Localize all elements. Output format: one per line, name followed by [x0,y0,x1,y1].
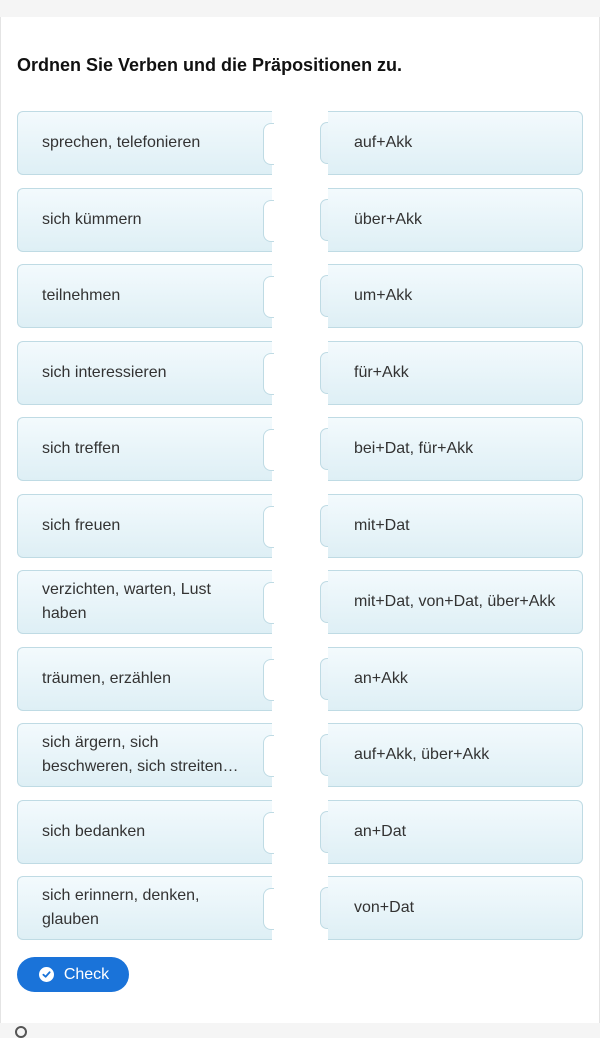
verb-item[interactable] [17,800,272,864]
drag-tab [320,800,328,864]
verb-item-label: sich freuen [42,516,121,534]
preposition-item-label: von+Dat [354,899,415,916]
verb-item[interactable] [17,264,272,328]
top-strip [0,0,600,18]
drop-notch [263,582,274,624]
drag-tab [320,876,328,940]
preposition-item[interactable] [320,494,583,558]
drop-notch [263,123,274,165]
check-button-label: Check [63,965,110,983]
verb-item[interactable] [17,723,272,787]
preposition-item[interactable] [320,188,583,252]
verb-item-label: sich interessieren [42,363,167,381]
drag-tab [320,417,328,481]
drag-tab [320,341,328,405]
verb-item[interactable] [17,188,272,252]
preposition-item-label: mit+Dat, von+Dat, über+Akk [354,593,556,610]
check-circle-icon [39,967,54,982]
preposition-item[interactable] [320,723,583,787]
preposition-item[interactable] [320,800,583,864]
drop-notch [263,353,274,395]
drag-tab [320,723,328,787]
preposition-item[interactable] [320,111,583,175]
drop-notch [263,659,274,701]
verb-item[interactable] [17,647,272,711]
verb-item-label: teilnehmen [42,287,121,304]
preposition-item[interactable] [320,417,583,481]
preposition-item-label: auf+Akk [354,134,413,151]
verb-item[interactable] [17,570,272,634]
drag-tab [320,647,328,711]
preposition-item[interactable] [320,647,583,711]
drop-notch [263,200,274,242]
drop-notch [263,735,274,777]
drop-notch [263,812,274,854]
drag-tab [320,570,328,634]
verb-item[interactable] [17,876,272,940]
bottom-strip [0,1023,600,1032]
verb-item-label: sich erinnern, denken, glauben [42,887,200,928]
verb-item-label: träumen, erzählen [42,669,171,687]
preposition-item[interactable] [320,341,583,405]
check-button[interactable] [17,957,129,992]
drop-notch [263,506,274,548]
info-icon [15,1026,27,1038]
preposition-item-label: um+Akk [354,287,413,304]
drop-notch [263,276,274,318]
preposition-item[interactable] [320,570,583,634]
verb-item-label: sprechen, telefonieren [42,134,201,151]
preposition-item-label: auf+Akk, über+Akk [354,746,490,763]
drag-tab [320,111,328,175]
verb-item-label: verzichten, warten, Lust haben [42,581,211,622]
preposition-item-label: über+Akk [354,210,423,228]
drop-notch [263,888,274,930]
verb-item[interactable] [17,341,272,405]
drag-tab [320,264,328,328]
preposition-item-label: an+Akk [354,669,408,687]
preposition-item-label: für+Akk [354,363,409,381]
drag-tab [320,494,328,558]
verb-item-label: sich bedanken [42,822,146,840]
drag-tab [320,188,328,252]
verb-item-label: sich ärgern, sich beschweren, sich streiten… [42,734,239,775]
preposition-item-label: an+Dat [354,822,407,840]
verb-item-label: sich treffen [42,440,120,457]
preposition-item-label: bei+Dat, für+Akk [354,440,474,457]
verb-item[interactable] [17,417,272,481]
verb-item-label: sich kümmern [42,210,142,228]
verb-item[interactable] [17,494,272,558]
question-title: Ordnen Sie Verben und die Präpositionen zu. [17,55,403,75]
preposition-item-label: mit+Dat [354,516,410,534]
verb-item[interactable] [17,111,272,175]
drop-notch [263,429,274,471]
preposition-item[interactable] [320,264,583,328]
preposition-item[interactable] [320,876,583,940]
